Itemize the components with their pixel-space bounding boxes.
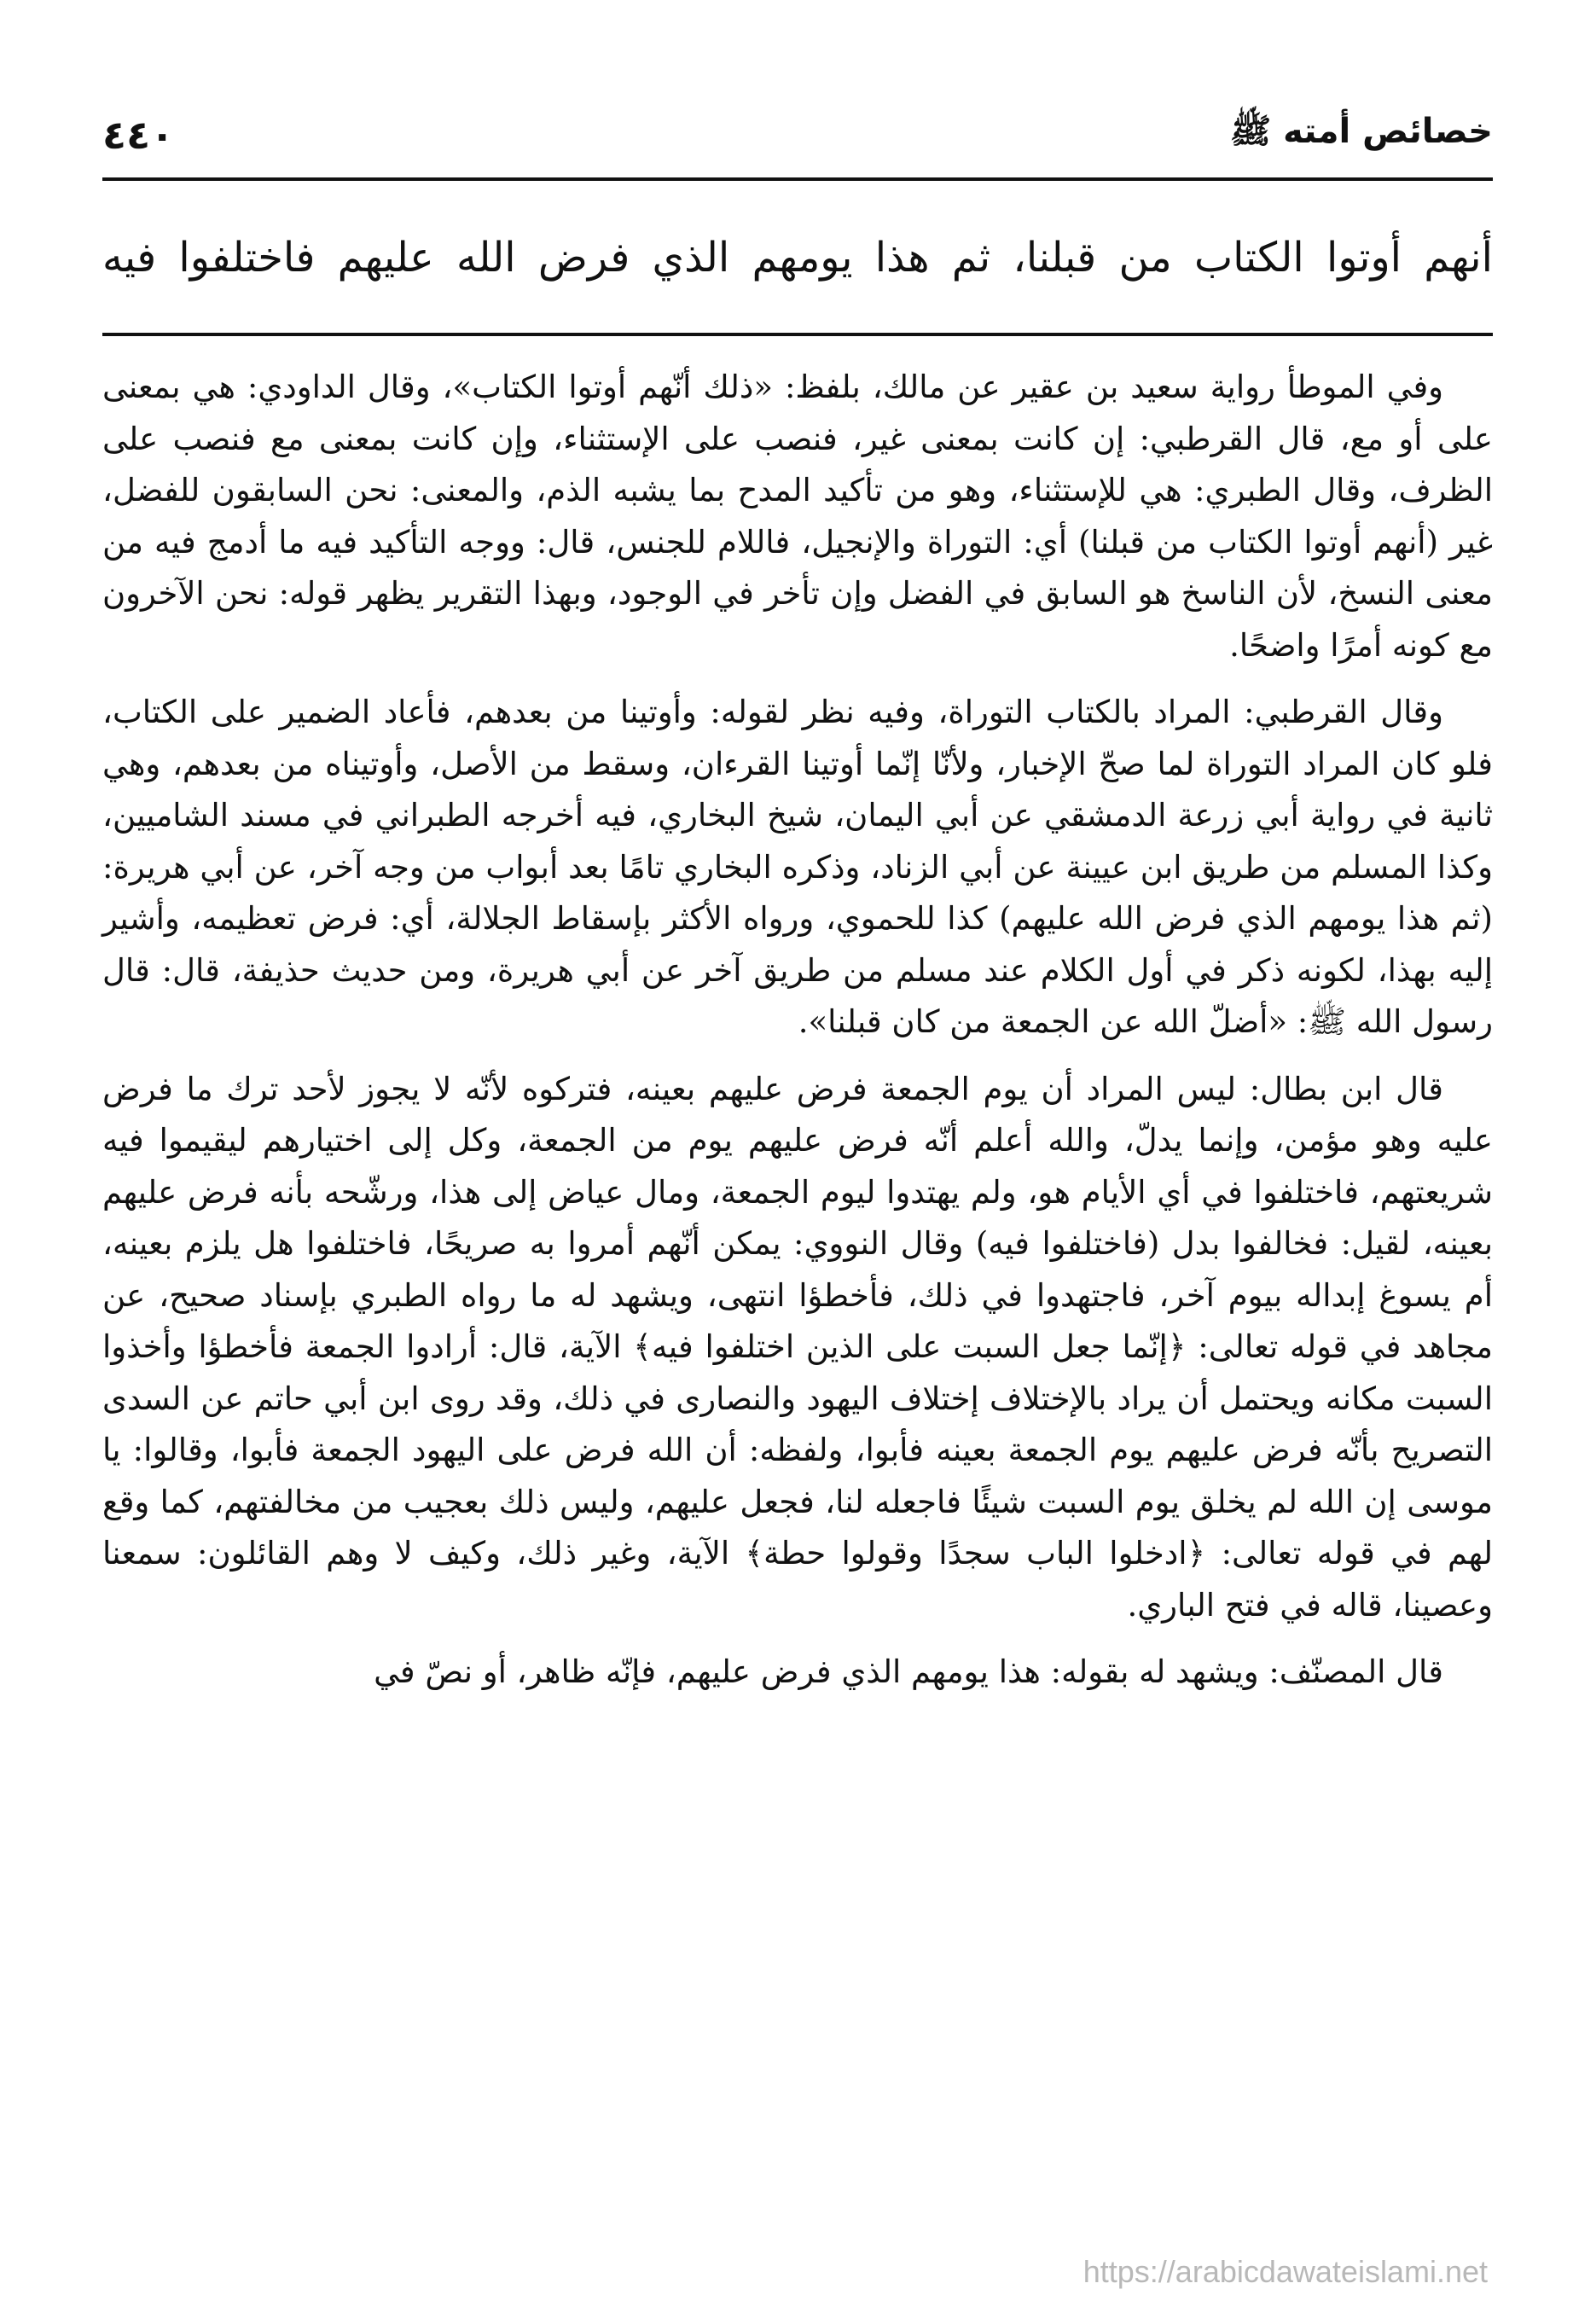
- running-title: خصائص أمته ﷺ: [1229, 112, 1493, 151]
- running-header: [102, 101, 1493, 169]
- header-divider: [102, 177, 1493, 181]
- main-text-line: أنهم أوتوا الكتاب من قبلنا، ثم هذا يومهم الذي فرض الله عليهم فاختلفوا فيه: [102, 234, 1493, 282]
- page-number: ٤٤٠: [102, 112, 175, 158]
- commentary-block: [102, 362, 1493, 1714]
- commentary-paragraph: وقال القرطبي: المراد بالكتاب التوراة، وفيه نظر لقوله: وأوتينا من بعدهم، فأعاد الضمير على الكتاب، فلو كان المراد التوراة لما صحّ الإخبار، ولأنّا إنّما أوتينا القرءان، وسقط من الأصل، وأوتيناه من بعدهم، وهي ثانية في رواية أبي زرعة الدمشقي عن أبي اليمان، شيخ البخاري، فيه أخرجه الطبراني في مسند الشاميين، وكذا المسلم من طريق ابن عيينة عن أبي الزناد، وذكره البخاري تامًا بعد أبواب من وجه آخر، عن أبي هريرة: (ثم هذا يومهم الذي فرض الله عليهم) كذا للحموي، ورواه الأكثر بإسقاط الجلالة، أي: فرض تعظيمه، وأشير إليه بهذا، لكونه ذكر في أول الكلام عند مسلم من طريق آخر عن أبي هريرة، ومن حديث حذيفة، قال: قال رسول الله ﷺ: «أضلّ الله عن الجمعة من كان قبلنا».: [102, 694, 1494, 1040]
- commentary-paragraph: قال ابن بطال: ليس المراد أن يوم الجمعة فرض عليهم بعينه، فتركوه لأنّه لا يجوز لأحد ترك ما فرض عليه وهو مؤمن، وإنما يدلّ، والله أعلم أنّه فرض عليهم يوم من الجمعة، وكل إلى اختيارهم ليقيموا فيه شريعتهم، فاختلفوا في أي الأيام هو، ولم يهتدوا ليوم الجمعة، ومال عياض إلى هذا، ورشّحه بأنه فرض عليهم بعينه، لقيل: فخالفوا بدل (فاختلفوا فيه) وقال النووي: يمكن أنّهم أمروا به صريحًا، فاختلفوا هل يلزم بعينه، أم يسوغ إبداله بيوم آخر، فاجتهدوا في ذلك، فأخطؤا انتهى، ويشهد له ما رواه الطبري بإسناد صحيح، عن مجاهد في قوله تعالى: ﴿إنّما جعل السبت على الذين اختلفوا فيه﴾ الآية، قال: أرادوا الجمعة فأخطؤا وأخذوا السبت مكانه ويحتمل أن يراد بالإختلاف إختلاف اليهود والنصارى في ذلك، وقد روى ابن أبي حاتم عن السدى التصريح بأنّه فرض عليهم يوم الجمعة بعينه فأبوا، ولفظه: أن الله فرض على اليهود الجمعة فأبوا، وقالوا: يا موسى إن الله لم يخلق يوم السبت شيئًا فاجعله لنا، فجعل عليهم، وليس ذلك بعجيب من مخالفتهم، كما وقع لهم في قوله تعالى: ﴿ادخلوا الباب سجدًا وقولوا حطة﴾ الآية، وغير ذلك، وكيف لا وهم القائلون: سمعنا وعصينا، قاله في فتح الباري.: [102, 1070, 1493, 1624]
- commentary-paragraph: قال المصنّف: ويشهد له بقوله: هذا يومهم الذي فرض عليهم، فإنّه ظاهر، أو نصّ في: [374, 1653, 1443, 1690]
- watermark-url: https://arabicdawateislami.net: [1083, 2254, 1488, 2289]
- text-divider: [102, 333, 1493, 336]
- commentary-paragraph: وفي الموطأ رواية سعيد بن عقير عن مالك، بلفظ: «ذلك أنّهم أوتوا الكتاب»، وقال الداودي: هي بمعنى على أو مع، قال القرطبي: إن كانت بمعنى غير، فنصب على الإستثناء، وإن كانت بمعنى مع فنصب على الظرف، وقال الطبري: هي للإستثناء، وهو من تأكيد المدح بما يشبه الذم، والمعنى: نحن السابقون للفضل، غير (أنهم أوتوا الكتاب من قبلنا) أي: التوراة والإنجيل، فاللام للجنس، قال: ووجه التأكيد فيه ما أدمج فيه من معنى النسخ، لأن الناسخ هو السابق في الفضل وإن تأخر في الوجود، وبهذا التقرير يظهر قوله: نحن الآخرون مع كونه أمرًا واضحًا.: [102, 369, 1493, 664]
- book-page: [102, 0, 1493, 2324]
